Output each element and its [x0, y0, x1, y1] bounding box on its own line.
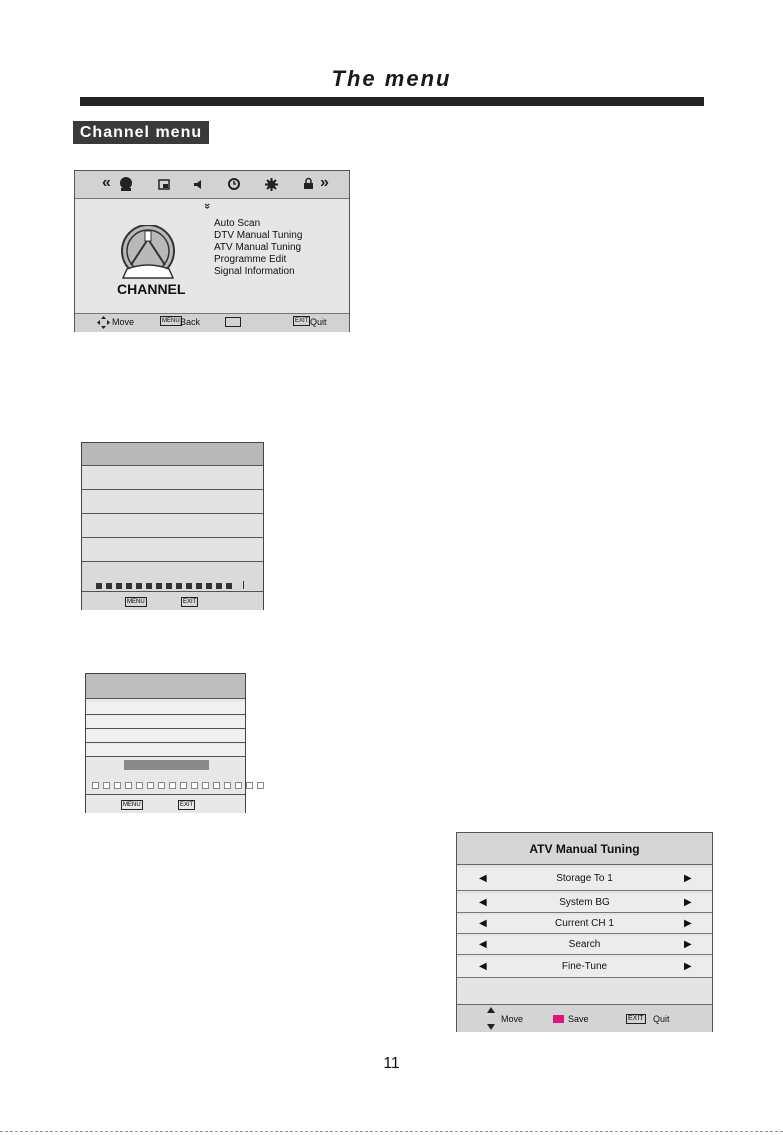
search-panel-header	[86, 674, 245, 699]
menu-item-signal-information[interactable]: Signal Information	[214, 266, 295, 277]
blank-key-icon	[225, 317, 241, 327]
scan-panel-footer	[82, 591, 263, 610]
menu-item-dtv-manual-tuning[interactable]: DTV Manual Tuning	[214, 230, 303, 241]
menu-tab-bar	[75, 171, 349, 199]
highlight-bar	[124, 760, 209, 770]
cut-line	[0, 1131, 783, 1132]
left-arrow-icon[interactable]: ◀	[479, 961, 487, 972]
scan-row	[82, 514, 263, 538]
move-arrows-icon	[97, 316, 110, 329]
sound-tab-icon[interactable]	[193, 179, 205, 190]
scan-panel-header	[82, 443, 263, 466]
search-row	[86, 744, 245, 757]
left-arrow-icon[interactable]: ◀	[479, 873, 487, 884]
right-arrow-icon[interactable]: ▶	[684, 961, 692, 972]
atv-row-fine-tune[interactable]	[457, 957, 712, 978]
section-heading: Channel menu	[73, 121, 209, 144]
title-rule	[80, 97, 704, 106]
page-title: The menu	[331, 66, 452, 91]
menu-item-atv-manual-tuning[interactable]: ATV Manual Tuning	[214, 242, 302, 253]
footer-quit-label: Quit	[310, 317, 327, 327]
menu-caption: CHANNEL	[117, 281, 186, 297]
search-panel-footer	[86, 794, 245, 813]
atv-panel-title: ATV Manual Tuning	[457, 833, 712, 865]
left-arrow-icon[interactable]: ◀	[479, 918, 487, 929]
atv-row-label: System BG	[559, 897, 610, 908]
atv-row-label: Storage To 1	[556, 873, 613, 884]
exit-key-icon: EXIT	[295, 318, 309, 324]
scan-row	[82, 466, 263, 490]
scroll-down-icon: »	[201, 202, 214, 210]
left-arrow-icon[interactable]: ◀	[479, 897, 487, 908]
progress-end-mark	[243, 581, 244, 589]
menu-key-icon: MENU	[123, 802, 141, 808]
footer-save-label: Save	[568, 1014, 589, 1024]
atv-row-label: Search	[568, 939, 601, 950]
lock-tab-icon[interactable]	[303, 177, 314, 190]
channel-menu-osd	[74, 170, 350, 332]
search-row	[86, 730, 245, 743]
atv-row-storage[interactable]	[457, 868, 712, 891]
search-row	[86, 716, 245, 729]
atv-row-label: Current CH 1	[555, 918, 614, 929]
up-down-arrows-icon	[487, 1007, 495, 1030]
menu-item-auto-scan[interactable]: Auto Scan	[214, 218, 261, 229]
exit-key-icon: EXIT	[183, 599, 197, 605]
atv-row-search[interactable]	[457, 936, 712, 955]
nav-right-icon[interactable]: »	[320, 174, 329, 191]
page-number: 11	[383, 1055, 400, 1072]
atv-row-label: Fine-Tune	[561, 961, 608, 972]
right-arrow-icon[interactable]: ▶	[684, 939, 692, 950]
footer-quit-label: Quit	[653, 1014, 670, 1024]
exit-key-icon: EXIT	[628, 1015, 644, 1022]
right-arrow-icon[interactable]: ▶	[684, 897, 692, 908]
footer-move-label: Move	[112, 317, 135, 327]
progress-dots	[96, 583, 232, 589]
menu-key-icon: MENU	[127, 599, 145, 605]
search-panel	[85, 673, 246, 813]
satellite-dish-icon	[115, 225, 181, 279]
atv-manual-tuning-panel	[456, 832, 713, 1032]
right-arrow-icon[interactable]: ▶	[684, 918, 692, 929]
search-row	[86, 702, 245, 715]
channel-tab-icon[interactable]	[118, 176, 134, 193]
atv-row-current-ch[interactable]	[457, 915, 712, 934]
footer-move-label: Move	[501, 1014, 524, 1024]
atv-panel-footer	[457, 1004, 712, 1032]
scan-row	[82, 538, 263, 562]
exit-key-icon: EXIT	[180, 802, 194, 808]
clock-tab-icon[interactable]	[228, 178, 240, 190]
menu-key-icon: MENU	[162, 318, 180, 324]
menu-item-programme-edit[interactable]: Programme Edit	[214, 254, 287, 265]
nav-left-icon[interactable]: «	[102, 174, 111, 191]
atv-row-system[interactable]	[457, 894, 712, 913]
picture-tab-icon[interactable]	[158, 179, 170, 190]
progress-dots	[92, 782, 264, 789]
save-color-key-icon	[553, 1015, 564, 1023]
scan-row	[82, 490, 263, 514]
gear-tab-icon[interactable]	[265, 178, 278, 191]
scan-panel	[81, 442, 264, 610]
osd-footer	[75, 313, 349, 332]
left-arrow-icon[interactable]: ◀	[479, 939, 487, 950]
right-arrow-icon[interactable]: ▶	[684, 873, 692, 884]
channel-menu-list	[214, 218, 302, 278]
footer-back-label: Back	[180, 317, 201, 327]
